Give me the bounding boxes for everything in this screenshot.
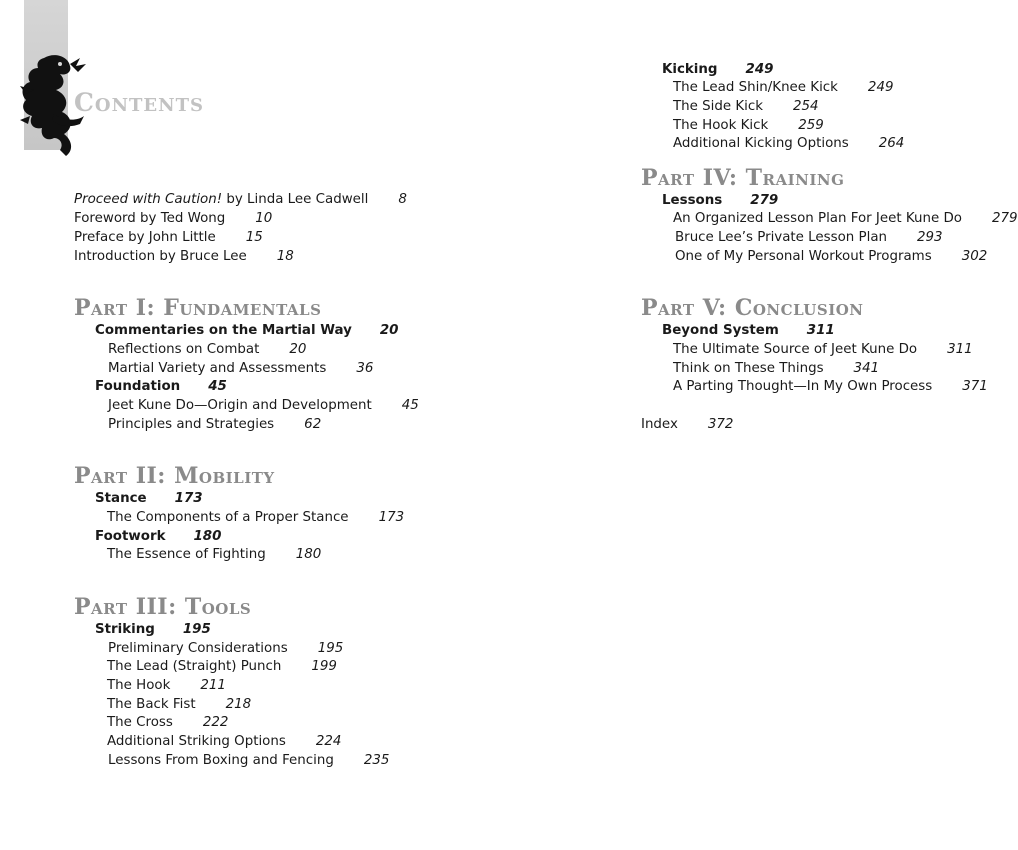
toc-entry[interactable]: The Back Fist 218 xyxy=(107,697,252,712)
chapter-heading[interactable]: Beyond System 311 xyxy=(662,323,835,338)
toc-entry-foreword-cadwell[interactable]: Proceed with Caution! by Linda Lee Cadwell 8 xyxy=(74,192,407,207)
toc-entry[interactable]: Jeet Kune Do—Origin and Development 45 xyxy=(108,398,419,413)
part-heading: Part IV: Training xyxy=(641,165,845,191)
toc-entry[interactable]: Foreword by Ted Wong 10 xyxy=(74,211,273,226)
toc-entry[interactable]: The Lead Shin/Knee Kick 249 xyxy=(673,80,894,95)
toc-entry[interactable]: Preliminary Considerations 195 xyxy=(108,641,344,656)
chapter-heading[interactable]: Stance 173 xyxy=(95,491,203,506)
toc-entry[interactable]: Martial Variety and Assessments 36 xyxy=(108,361,374,376)
toc-entry-index[interactable]: Index 372 xyxy=(641,417,734,432)
chapter-heading[interactable]: Foundation 45 xyxy=(95,379,227,394)
chapter-heading[interactable]: Striking 195 xyxy=(95,622,211,637)
chapter-heading[interactable]: Commentaries on the Martial Way 20 xyxy=(95,323,399,338)
toc-entry[interactable]: One of My Personal Workout Programs 302 xyxy=(675,249,988,264)
part-heading: Part III: Tools xyxy=(74,594,252,620)
toc-entry[interactable]: Bruce Lee’s Private Lesson Plan 293 xyxy=(675,230,943,245)
toc-entry[interactable]: The Hook Kick 259 xyxy=(673,118,824,133)
page-title: Contents xyxy=(74,88,204,117)
chapter-heading[interactable]: Kicking 249 xyxy=(662,62,774,77)
toc-entry[interactable]: The Ultimate Source of Jeet Kune Do 311 xyxy=(673,342,973,357)
toc-entry[interactable]: Preface by John Little 15 xyxy=(74,230,263,245)
toc-entry[interactable]: The Lead (Straight) Punch 199 xyxy=(107,659,337,674)
part-heading: Part I: Fundamentals xyxy=(74,295,322,321)
toc-entry[interactable]: The Cross 222 xyxy=(107,715,229,730)
chapter-heading[interactable]: Footwork 180 xyxy=(95,529,222,544)
toc-entry[interactable]: The Essence of Fighting 180 xyxy=(107,547,322,562)
chapter-heading[interactable]: Lessons 279 xyxy=(662,193,779,208)
toc-entry[interactable]: Reflections on Combat 20 xyxy=(108,342,307,357)
toc-entry[interactable]: Additional Kicking Options 264 xyxy=(673,136,905,151)
toc-entry[interactable]: The Hook 211 xyxy=(107,678,226,693)
toc-entry[interactable]: Lessons From Boxing and Fencing 235 xyxy=(108,753,390,768)
toc-entry[interactable]: A Parting Thought—In My Own Process 371 xyxy=(673,379,988,394)
toc-entry[interactable]: The Components of a Proper Stance 173 xyxy=(107,510,405,525)
toc-entry[interactable]: Additional Striking Options 224 xyxy=(107,734,342,749)
toc-entry[interactable]: Principles and Strategies 62 xyxy=(108,417,322,432)
part-heading: Part II: Mobility xyxy=(74,463,275,489)
toc-entry[interactable]: An Organized Lesson Plan For Jeet Kune Do 279 xyxy=(673,211,1018,226)
toc-entry[interactable]: The Side Kick 254 xyxy=(673,99,819,114)
part-heading: Part V: Conclusion xyxy=(641,295,864,321)
toc-entry[interactable]: Introduction by Bruce Lee 18 xyxy=(74,249,294,264)
toc-entry[interactable]: Think on These Things 341 xyxy=(673,361,880,376)
